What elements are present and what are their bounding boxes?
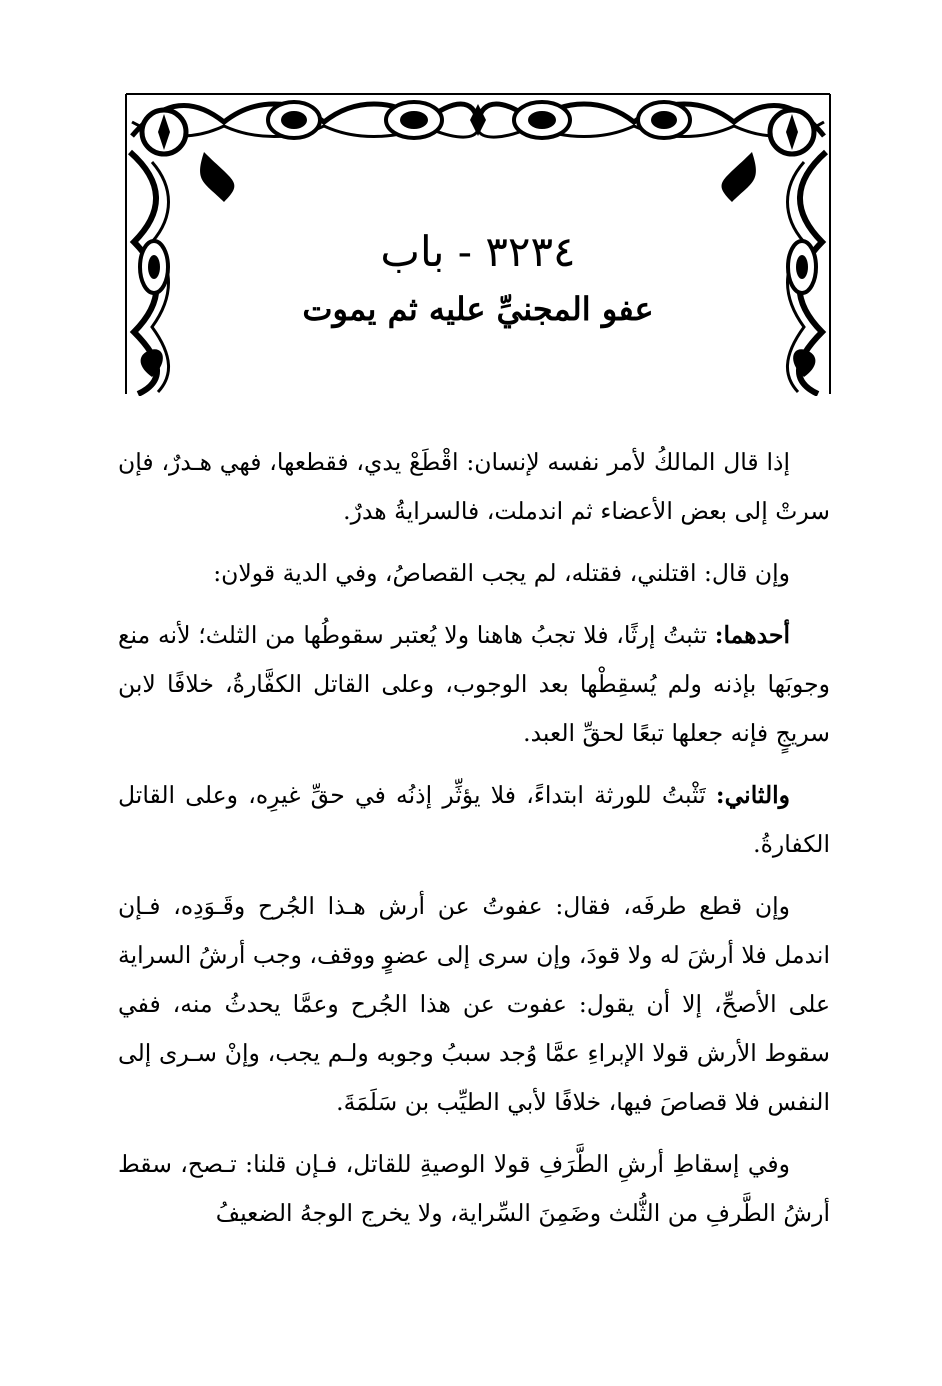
chapter-heading bbox=[124, 222, 832, 334]
paragraph-3 bbox=[118, 611, 830, 758]
paragraph-4-text: تَثْبتُ للورثة ابتداءً، فلا يؤثِّر إذنُه في حقِّ غيرِه، وعلى القاتل الكفارةُ. bbox=[118, 781, 830, 858]
body-text bbox=[118, 438, 830, 1251]
chapter-title: عفو المجنيِّ عليه ثم يموت bbox=[302, 290, 654, 328]
paragraph-3-text: تثبتُ إرثًا، فلا تجبُ هاهنا ولا يُعتبر سقوطُها من الثلث؛ لأنه منع وجوبَها بإذنه ولم يُسقِطْها بعد الوجوب، وعلى القاتل الكفَّارةُ، خلافًا لابن سريجٍ فإنه جعلها تبعًا لحقِّ العبد. bbox=[118, 621, 830, 747]
paragraph-1: إذا قال المالكُ لأمر نفسه لإنسان: اقْطَعْ يدي، فقطعها، فهي هـدرٌ، فإن سرتْ إلى بعض الأعضاء ثم اندملت، فالسرايةُ هدرٌ. bbox=[118, 448, 830, 525]
paragraph-4-lead: والثاني: bbox=[715, 781, 790, 809]
paragraph-2: وإن قال: اقتلني، فقتله، لم يجب القصاصُ، وفي الدية قولان: bbox=[213, 559, 790, 587]
paragraph-5: وإن قطع طرفَه، فقال: عفوتُ عن أرش هـذا الجُرح وقَـوَدِه، فـإن اندمل فلا أرشَ له ولا قودَ، وإن سرى إلى عضوٍ ووقف، وجب أرشُ السراية على الأصحِّ، إلا أن يقول: عفوت عن هذا الجُرح وعمَّا يحدثُ منه، ففي سقوط الأرش قولا الإبراءِ عمَّا وُجد سببُ وجوبه ولـم يجب، وإنْ سـرى إلى النفس فلا قصاصَ فيها، خلافًا لأبي الطيِّب بن سَلَمَةَ. bbox=[118, 892, 830, 1116]
paragraph-3-lead: أحدهما: bbox=[714, 621, 790, 649]
paragraph-4 bbox=[118, 771, 830, 869]
paragraph-6: وفي إسقاطِ أرشِ الطَّرَفِ قولا الوصيةِ للقاتل، فـإن قلنا: تـصح، سقط أرشُ الطَّرفِ من الثُّلث وضَمِنَ السِّراية، ولا يخرج الوجهُ الضعيفُ bbox=[118, 1150, 830, 1227]
chapter-number: ٣٢٣٤ - باب bbox=[380, 227, 576, 276]
